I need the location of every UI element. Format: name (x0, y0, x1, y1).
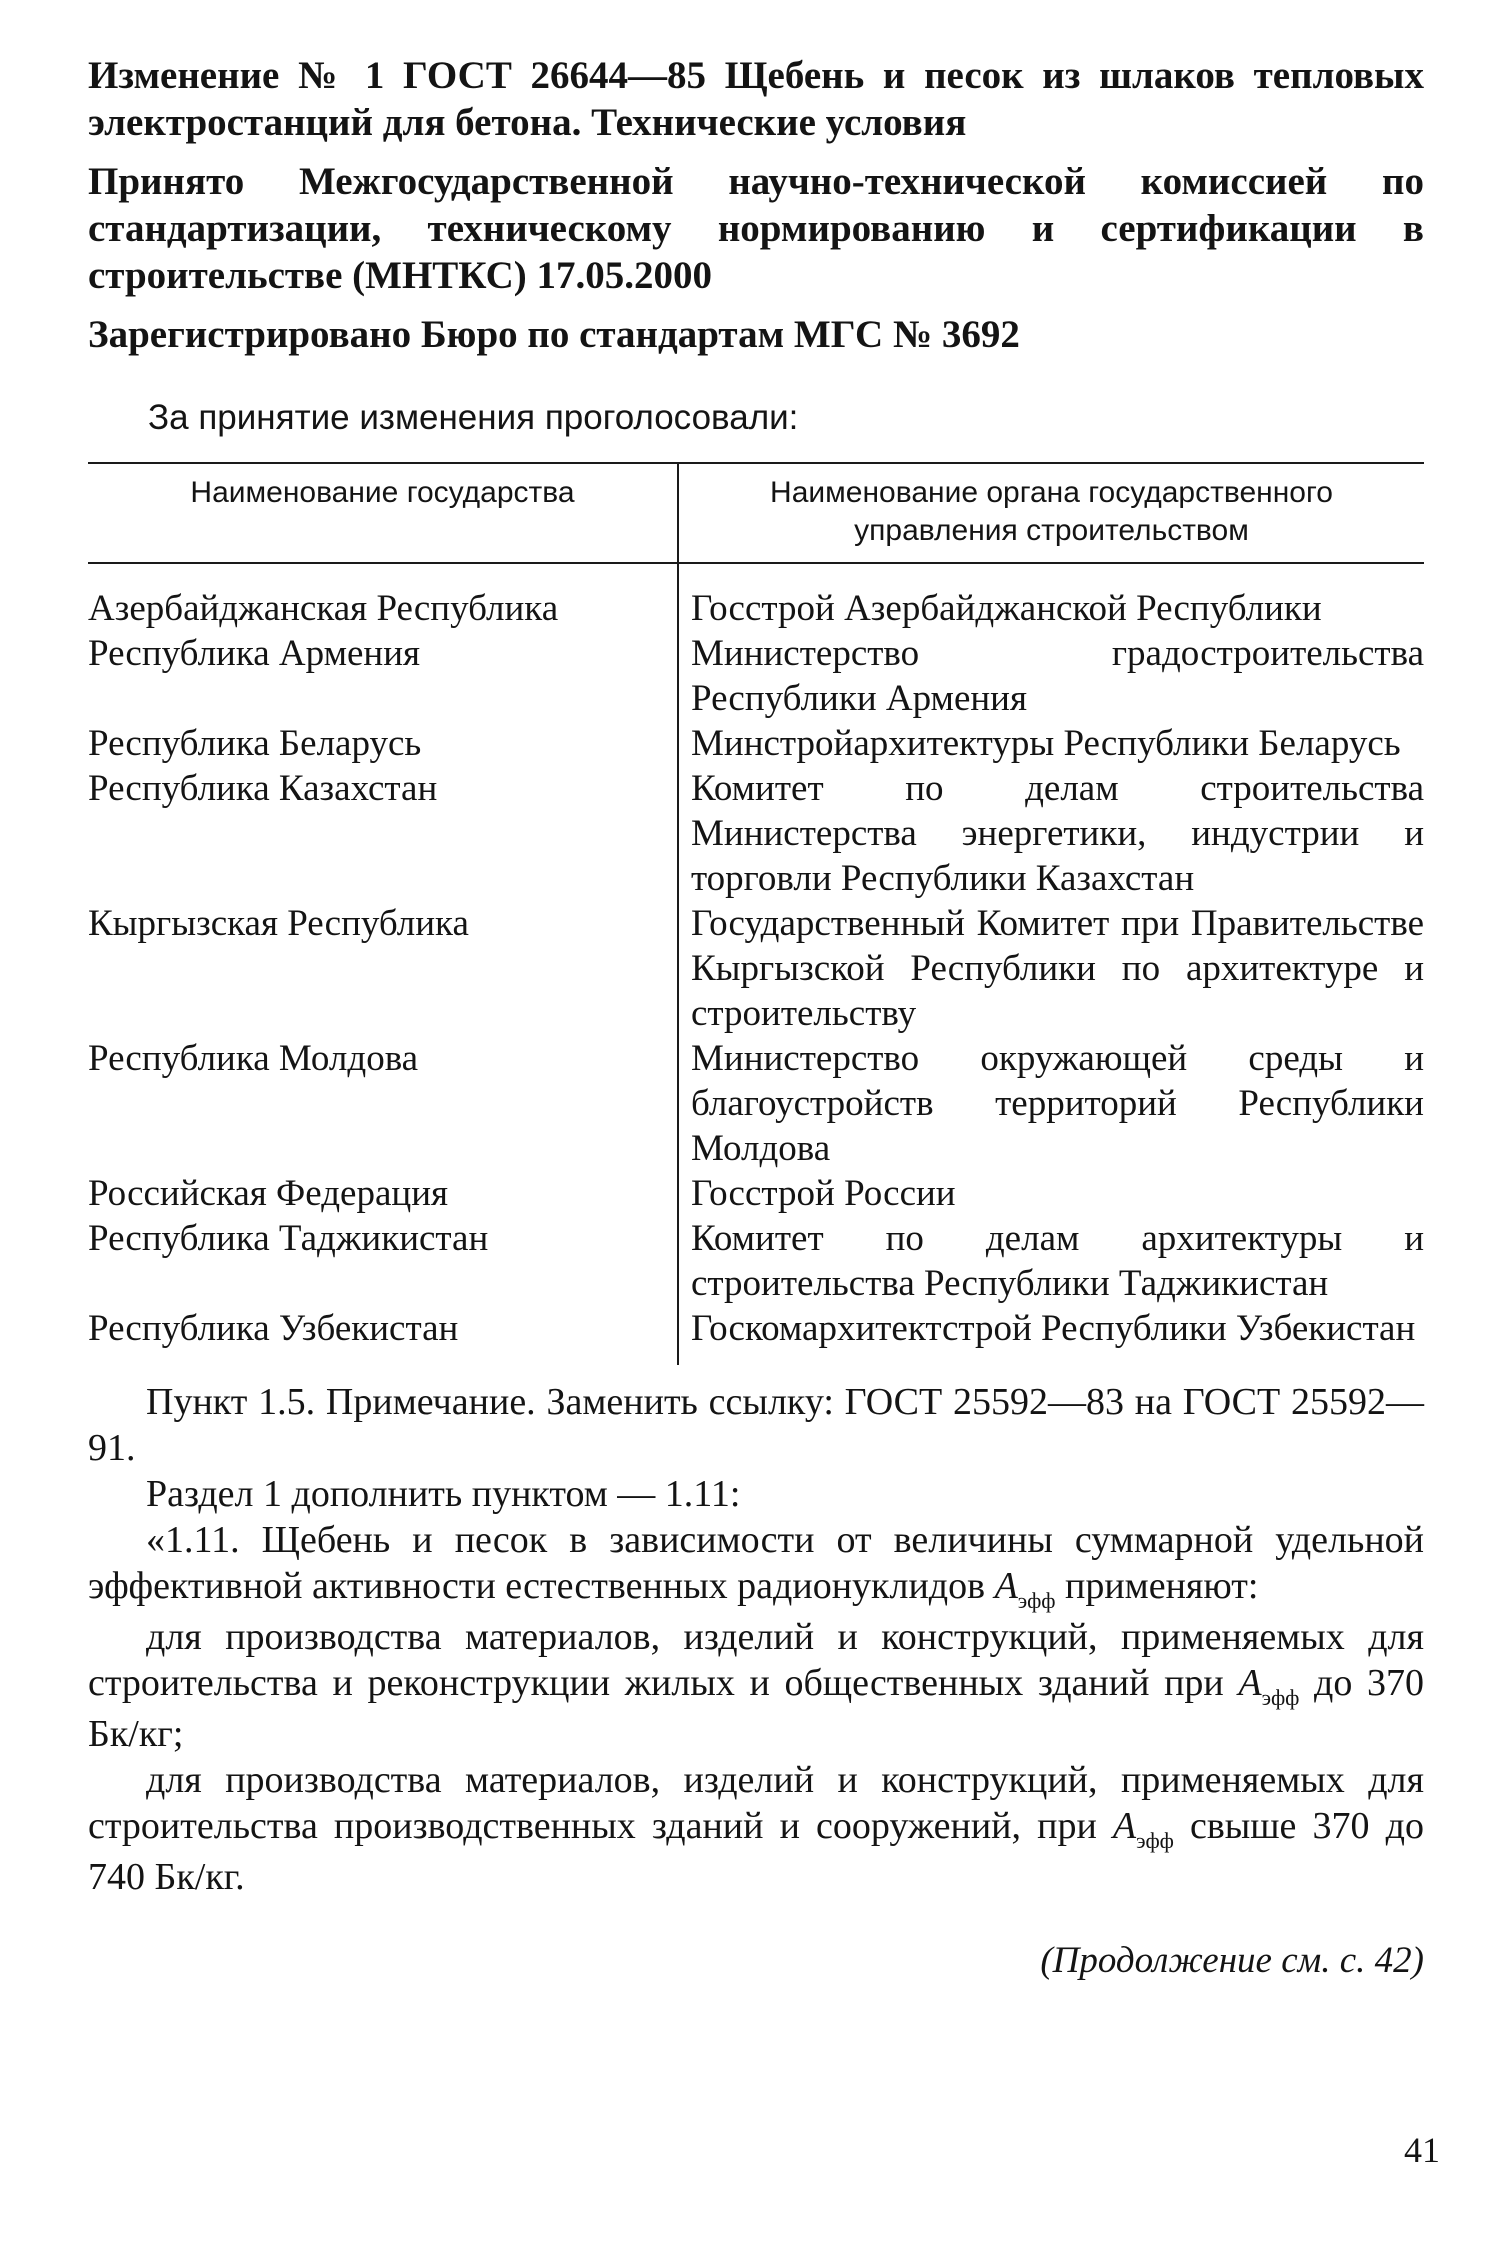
table-row (88, 1171, 1424, 1216)
organ-name: Государственный Комитет при Правительстве Кыргызской Республики по архитектуре и строительству (678, 901, 1424, 1036)
a-eff-symbol: $A_{эфф}$ (1238, 1662, 1300, 1710)
a-eff-symbol: $A_{эфф}$ (994, 1565, 1056, 1613)
adoption-statement: Принято Межгосударственной научно-технической комиссией по стандартизации, техническому нормированию и сертификации в строительстве (МНТКС) 17.05.2000 (88, 160, 1424, 297)
organ-name: Госстрой России (678, 1171, 1424, 1216)
state-name: Азербайджанская Республика (88, 588, 559, 629)
organ-name: Госкомархитектстрой Республики Узбекистан (678, 1306, 1424, 1365)
page-number: 41 (1404, 2130, 1440, 2170)
organ-name: Министерство окружающей среды и благоустройств территорий Республики Молдова (678, 1036, 1424, 1171)
paragraph-industrial-use: для производства материалов, изделий и конструкций, применяемых для строительства производственных зданий и сооружений, при $A_{эфф}$ свыше 370 до 740 Бк/кг. (88, 1759, 1424, 1898)
voting-intro: За принятие изменения проголосовали: (148, 398, 799, 437)
amendment-text (88, 1379, 1424, 1900)
state-name: Республика Беларусь (88, 723, 422, 764)
state-name: Республика Казахстан (88, 768, 438, 809)
state-name: Республика Армения (88, 633, 421, 674)
table-row (88, 1036, 1424, 1171)
column-header-organ: Наименование органа государственного управления строительством (678, 463, 1424, 563)
paragraph-note-replacement: Пункт 1.5. Примечание. Заменить ссылку: ГОСТ 25592—83 на ГОСТ 25592—91. (88, 1381, 1424, 1469)
table-row (88, 631, 1424, 721)
paragraph-clause-1-11: «1.11. Щебень и песок в зависимости от величины суммарной удельной эффективной активности естественных радионуклидов $A_{эфф}$ применяют: (88, 1519, 1424, 1613)
document-page (88, 52, 1424, 1984)
table-row (88, 766, 1424, 901)
organ-name: Минстройархитектуры Республики Беларусь (678, 721, 1424, 766)
table-row (88, 1306, 1424, 1365)
table-row (88, 721, 1424, 766)
organ-name: Министерство градостроительства Республики Армения (678, 631, 1424, 721)
voting-states-table (88, 462, 1424, 1365)
state-name: Российская Федерация (88, 1173, 449, 1214)
paragraph-section-addition: Раздел 1 дополнить пунктом — 1.11: (146, 1473, 741, 1515)
organ-name: Госстрой Азербайджанской Республики (678, 563, 1424, 631)
registration-statement: Зарегистрировано Бюро по стандартам МГС № 3692 (88, 313, 1020, 356)
state-name: Республика Молдова (88, 1038, 419, 1079)
table-row (88, 901, 1424, 1036)
continuation-note: (Продолжение см. с. 42) (1040, 1940, 1424, 1981)
paragraph-residential-use: для производства материалов, изделий и конструкций, применяемых для строительства и реконструкции жилых и общественных зданий при $A_{эфф}$ до 370 Бк/кг; (88, 1616, 1424, 1755)
column-header-state: Наименование государства (88, 463, 678, 563)
state-name: Кыргызская Республика (88, 903, 469, 944)
document-title: Изменение № 1 ГОСТ 26644—85 Щебень и песок из шлаков тепловых электростанций для бетона. Технические условия (88, 54, 1424, 144)
table-row (88, 563, 1424, 631)
organ-name: Комитет по делам строительства Министерства энергетики, индустрии и торговли Республики Казахстан (678, 766, 1424, 901)
table-row (88, 1216, 1424, 1306)
state-name: Республика Узбекистан (88, 1308, 459, 1349)
table-header-row (88, 463, 1424, 563)
organ-name: Комитет по делам архитектуры и строительства Республики Таджикистан (678, 1216, 1424, 1306)
state-name: Республика Таджикистан (88, 1218, 489, 1259)
a-eff-symbol: $A_{эфф}$ (1112, 1805, 1174, 1853)
